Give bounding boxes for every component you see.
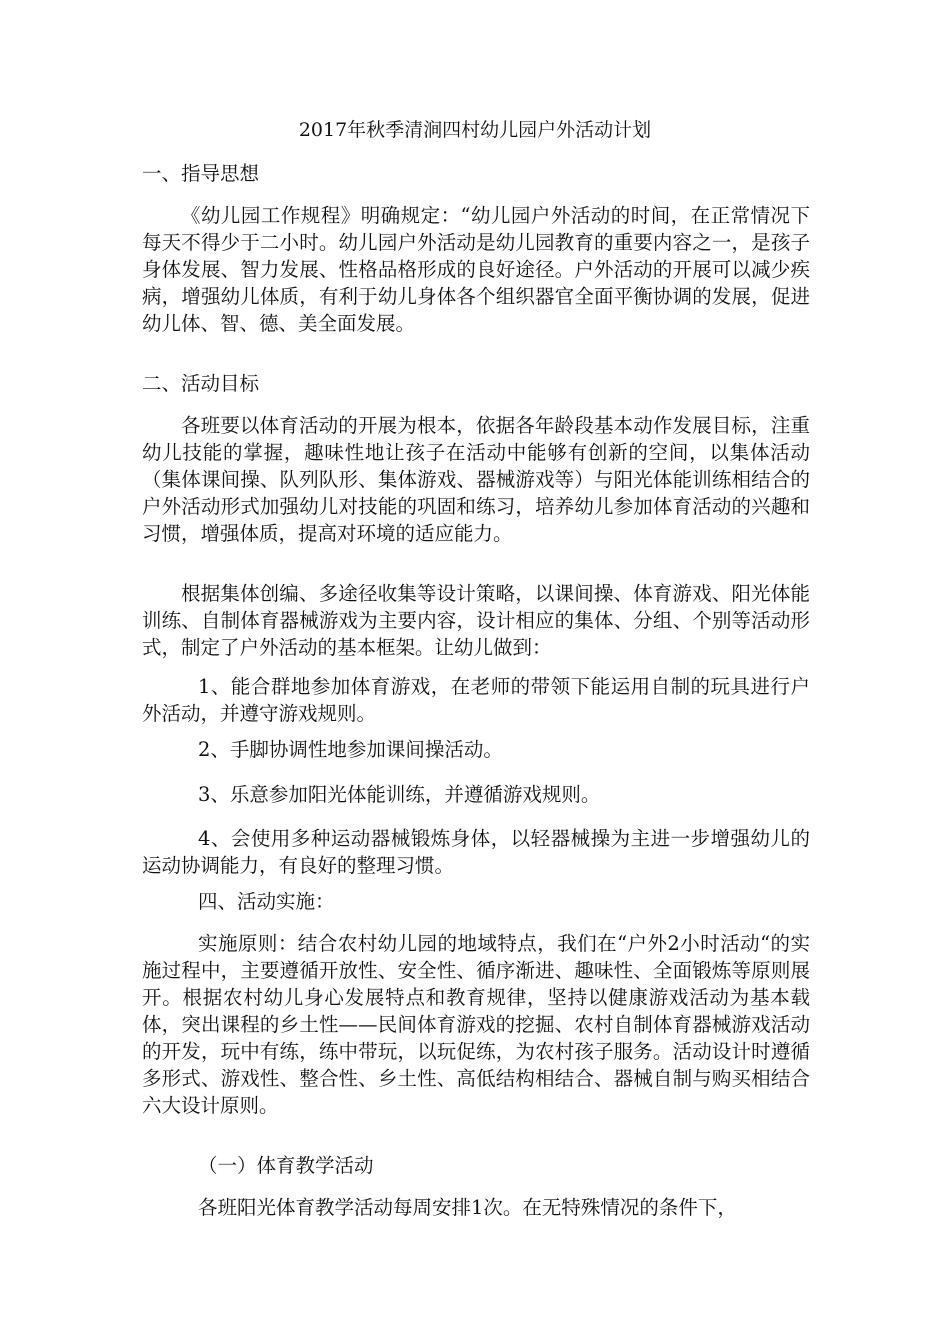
section-heading-implementation: 四、活动实施：: [198, 890, 335, 913]
goal-item-2: 2、手脚协调性地参加课间操活动。: [198, 738, 503, 761]
goal-item-1: 1、能合群地参加体育游戏，在老师的带领下能运用自制的玩具进行户外活动，并遵守游戏规则。: [142, 675, 810, 725]
section-heading-activity-goals: 二、活动目标: [142, 372, 260, 395]
goal-item-3: 3、乐意参加阳光体能训练，并遵循游戏规则。: [198, 783, 601, 806]
goal-item-4: 4、会使用多种运动器械锻炼身体，以轻器械操为主进一步增强幼儿的运动协调能力，有良好的整理习惯。: [142, 827, 810, 877]
paragraph-design-strategy: 根据集体创编、多途径收集等设计策略，以课间操、体育游戏、阳光体能训练、自制体育器械游戏为主要内容，设计相应的集体、分组、个别等活动形式，制定了户外活动的基本框架。让幼儿做到：: [142, 582, 810, 659]
paragraph-implementation-principles: 实施原则：结合农村幼儿园的地域特点，我们在“户外2小时活动“的实施过程中，主要遵循开放性、安全性、循序渐进、趣味性、全面锻炼等原则展开。根据农村幼儿身心发展特点和教育规律，坚持以健康游戏活动为基本载体，突出课程的乡土性——民间体育游戏的挖掘、农村自制体育器械游戏活动的开发，玩中有练，练中带玩，以玩促练，为农村孩子服务。活动设计时遵循多形式、游戏性、整合性、乡土性、高低结构相结合、器械自制与购买相结合六大设计原则。: [142, 932, 810, 1117]
paragraph-activity-goals: 各班要以体育活动的开展为根本，依据各年龄段基本动作发展目标，注重幼儿技能的掌握，趣味性地让孩子在活动中能够有创新的空间，以集体活动（集体课间操、队列队形、集体游戏、器械游戏等）与阳光体能训练相结合的户外活动形式加强幼儿对技能的巩固和练习，培养幼儿参加体育活动的兴趣和习惯，增强体质，提高对环境的适应能力。: [142, 414, 810, 545]
paragraph-guiding-thought: 《幼儿园工作规程》明确规定：“幼儿园户外活动的时间，在正常情况下每天不得少于二小时。幼儿园户外活动是幼儿园教育的重要内容之一，是孩子身体发展、智力发展、性格品格形成的良好途径。户外活动的开展可以减少疾病，增强幼儿体质，有利于幼儿身体各个组织器官全面平衡协调的发展，促进幼儿体、智、德、美全面发展。: [142, 204, 810, 335]
document-title: 2017年秋季清涧四村幼儿园户外活动计划: [298, 119, 652, 141]
section-heading-guiding-thought: 一、指导思想: [142, 162, 260, 185]
subsection-heading-pe-teaching: （一）体育教学活动: [198, 1154, 374, 1177]
paragraph-pe-teaching: 各班阳光体育教学活动每周安排1次。在无特殊情况的条件下，: [198, 1196, 737, 1219]
